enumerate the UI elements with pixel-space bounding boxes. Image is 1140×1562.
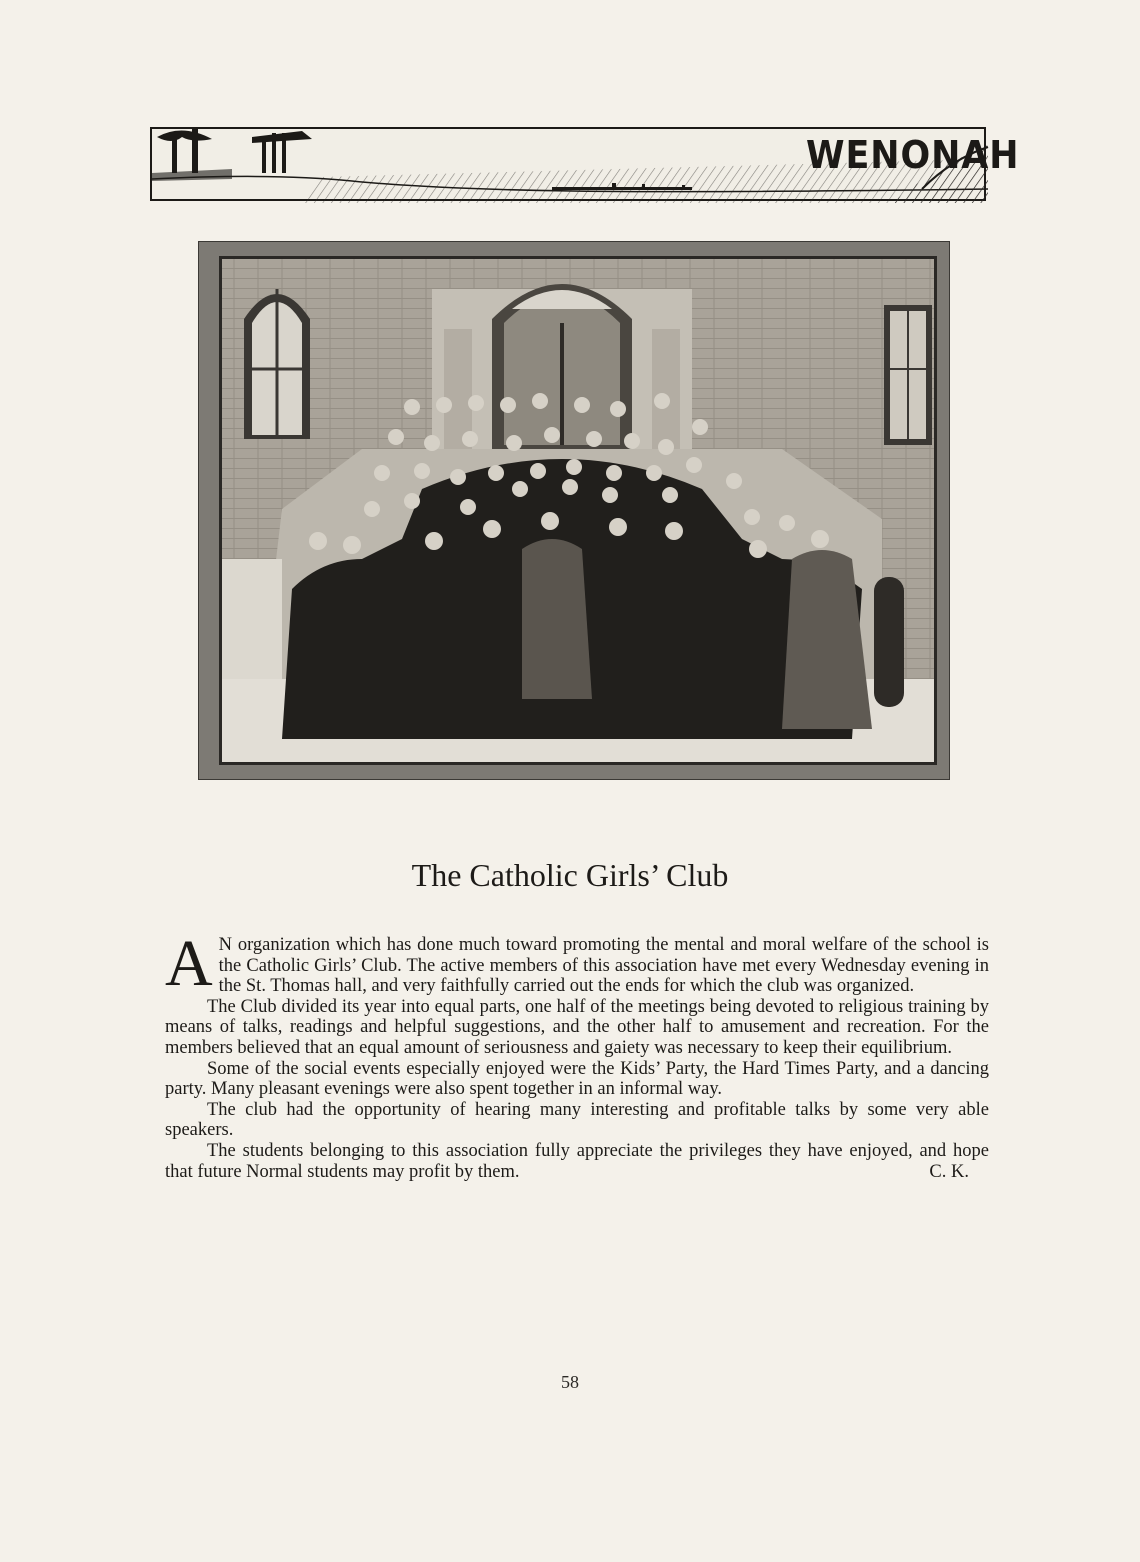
drop-cap: A	[165, 927, 213, 1000]
paragraph-text: N organization which has done much toward promoting the mental and moral welfare of the school is the Catholic Girls’ Club. The active members of this association have met every Wednesday evening in the St. Thomas hall, and very faithfully carried out the ends for which the club was organized.	[218, 935, 989, 997]
paragraph	[165, 1141, 989, 1182]
photo-frame	[198, 241, 950, 780]
banner-title: WENONAH	[806, 133, 1020, 177]
group-photo-illustration-icon	[222, 259, 934, 762]
article-title: The Catholic Girls’ Club	[411, 857, 729, 893]
paragraph-text: The students belonging to this association fully appreciate the privileges they have enjoyed, and hope that future Normal students may profit by them.	[165, 1140, 989, 1182]
page-number: 58	[561, 1372, 579, 1392]
paragraph: The Club divided its year into equal parts, one half of the meetings being devoted to religious training by means of talks, readings and helpful suggestions, and the other half to amusement and recreation. For the members believed that an equal amount of seriousness and gaiety was necessary to keep their equilibrium.	[165, 996, 989, 1058]
group-photo	[219, 256, 937, 765]
article-body	[165, 927, 989, 1182]
signature: C. K.	[929, 1161, 969, 1182]
paragraph: Some of the social events especially enjoyed were the Kids’ Party, the Hard Times Party, and a dancing party. Many pleasant evenings were also spent together in an informal way.	[165, 1058, 989, 1100]
header-banner	[150, 127, 1020, 201]
paragraph	[165, 927, 989, 1000]
paragraph: The club had the opportunity of hearing many interesting and profitable talks by some very able speakers.	[165, 1099, 989, 1141]
